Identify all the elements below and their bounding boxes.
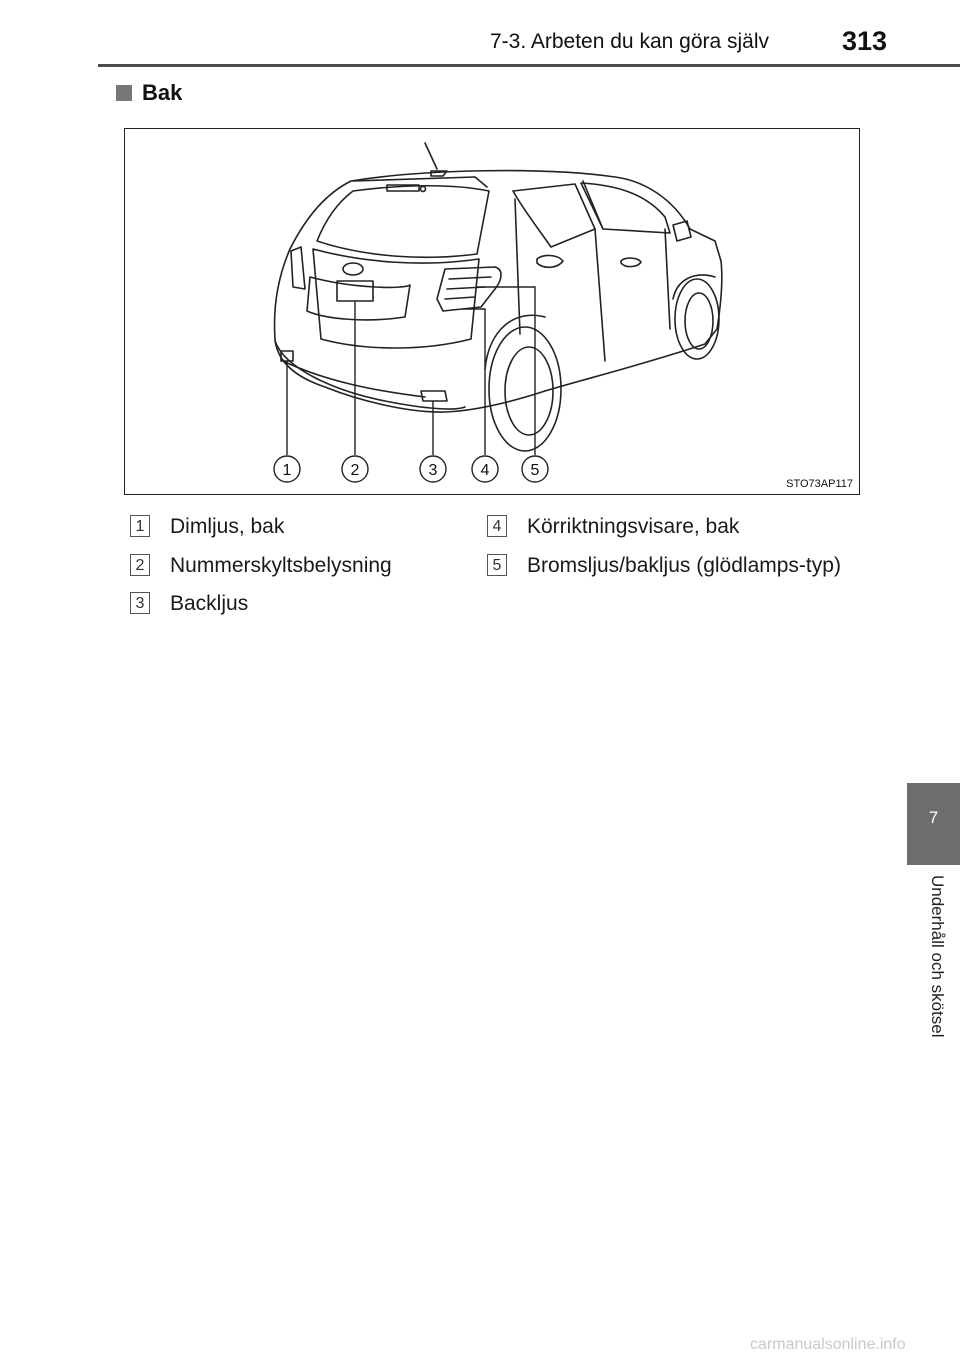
rear-lights-figure <box>124 128 860 495</box>
legend-text-3: Backljus <box>170 592 249 615</box>
chapter-tab: 7 <box>907 783 960 865</box>
legend-number-4: 4 <box>487 515 507 537</box>
legend-item-4 <box>487 511 739 543</box>
header-divider <box>98 64 960 67</box>
chapter-tab-label: Underhåll och skötsel <box>928 875 947 1038</box>
legend-item-1 <box>130 511 284 543</box>
legend-number-5: 5 <box>487 554 507 576</box>
callout-4: 4 <box>480 462 490 479</box>
page-number: 313 <box>842 26 888 56</box>
callout-3: 3 <box>428 462 438 479</box>
callout-1: 1 <box>282 462 292 479</box>
legend-number-2: 2 <box>130 554 150 576</box>
legend-text-1: Dimljus, bak <box>170 515 285 538</box>
legend-item-3 <box>130 588 248 620</box>
legend-item-5 <box>487 550 857 582</box>
car-rear-illustration <box>125 129 861 496</box>
legend-item-2 <box>130 550 392 582</box>
figure-code: STO73AP117 <box>786 478 853 490</box>
watermark: carmanualsonline.info <box>750 1336 906 1353</box>
running-header-title: 7-3. Arbeten du kan göra själv <box>490 30 770 53</box>
callout-2: 2 <box>350 462 360 479</box>
section-heading <box>116 80 182 106</box>
legend-text-2: Nummerskyltsbelysning <box>170 554 392 577</box>
square-bullet-icon <box>116 85 132 101</box>
legend-number-3: 3 <box>130 592 150 614</box>
figure-callouts <box>274 456 548 482</box>
callout-5: 5 <box>530 462 540 479</box>
legend-number-1: 1 <box>130 515 150 537</box>
legend-text-4: Körriktningsvisare, bak <box>527 515 740 538</box>
section-heading-text: Bak <box>142 80 183 105</box>
legend-text-5: Bromsljus/bakljus (glödlamps-typ) <box>527 554 841 577</box>
